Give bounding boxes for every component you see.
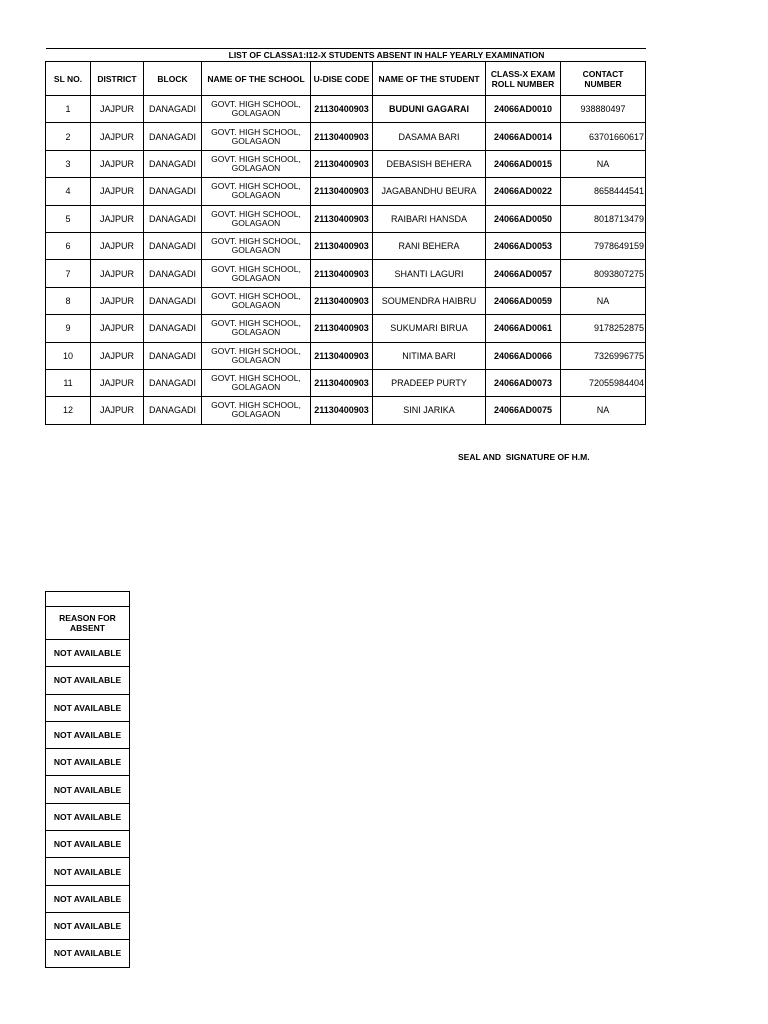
cell-sl-no: 7 <box>46 260 91 287</box>
cell-udise: 21130400903 <box>311 397 373 424</box>
table-row <box>46 342 646 369</box>
cell-district: JAJPUR <box>91 315 144 342</box>
reason-cell: NOT AVAILABLE <box>46 858 130 885</box>
table-row <box>46 397 646 424</box>
school-line1: GOVT. HIGH SCHOOL, <box>211 181 301 192</box>
school-line1: GOVT. HIGH SCHOOL, <box>211 290 301 301</box>
cell-school <box>202 150 311 177</box>
cell-block: DANAGADI <box>144 315 202 342</box>
school-line2: GOLAGAON <box>231 245 281 256</box>
school-line1: GOVT. HIGH SCHOOL, <box>211 153 301 164</box>
cell-block: DANAGADI <box>144 369 202 396</box>
cell-roll-number: 24066AD0066 <box>486 342 561 369</box>
school-line1: GOVT. HIGH SCHOOL, <box>211 236 301 247</box>
cell-contact: 938880497 <box>561 96 646 123</box>
header-roll-number <box>486 62 561 96</box>
reason-row <box>46 667 130 694</box>
reason-row <box>46 776 130 803</box>
school-line1: GOVT. HIGH SCHOOL, <box>211 345 301 356</box>
table-row <box>46 260 646 287</box>
cell-sl-no: 3 <box>46 150 91 177</box>
cell-student: NITIMA BARI <box>373 342 486 369</box>
cell-school <box>202 397 311 424</box>
school-line1: GOVT. HIGH SCHOOL, <box>211 99 301 110</box>
table-title <box>46 49 646 62</box>
table-row <box>46 315 646 342</box>
header-roll-line2: ROLL NUMBER <box>491 78 555 89</box>
table-header-row <box>46 62 646 96</box>
table-row <box>46 287 646 314</box>
reason-cell: NOT AVAILABLE <box>46 721 130 748</box>
header-udise: U-DISE CODE <box>311 62 373 96</box>
reason-cell: NOT AVAILABLE <box>46 912 130 939</box>
table-row <box>46 205 646 232</box>
table-title-text: LIST OF CLASSA1:I12-X STUDENTS ABSENT IN HALF YEARLY EXAMINATION <box>228 50 545 60</box>
header-roll-line1: CLASS-X EXAM <box>490 68 556 79</box>
cell-block: DANAGADI <box>144 287 202 314</box>
cell-contact: 7978649159 <box>561 232 646 259</box>
cell-school <box>202 123 311 150</box>
cell-sl-no: 12 <box>46 397 91 424</box>
school-line2: GOLAGAON <box>231 135 281 146</box>
cell-student: PRADEEP PURTY <box>373 369 486 396</box>
cell-block: DANAGADI <box>144 205 202 232</box>
reason-row <box>46 831 130 858</box>
cell-block: DANAGADI <box>144 178 202 205</box>
reason-blank-cell <box>46 592 130 607</box>
cell-roll-number: 24066AD0053 <box>486 232 561 259</box>
cell-roll-number: 24066AD0059 <box>486 287 561 314</box>
cell-district: JAJPUR <box>91 178 144 205</box>
cell-contact: 72055984404 <box>561 369 646 396</box>
cell-block: DANAGADI <box>144 397 202 424</box>
cell-student: RAIBARI HANSDA <box>373 205 486 232</box>
cell-school <box>202 287 311 314</box>
cell-district: JAJPUR <box>91 260 144 287</box>
cell-block: DANAGADI <box>144 96 202 123</box>
cell-district: JAJPUR <box>91 123 144 150</box>
reason-cell: NOT AVAILABLE <box>46 694 130 721</box>
cell-sl-no: 1 <box>46 96 91 123</box>
cell-roll-number: 24066AD0015 <box>486 150 561 177</box>
reason-body <box>46 640 130 968</box>
reason-cell: NOT AVAILABLE <box>46 667 130 694</box>
reason-cell: NOT AVAILABLE <box>46 803 130 830</box>
reason-row <box>46 694 130 721</box>
absent-students-table <box>45 48 646 425</box>
cell-block: DANAGADI <box>144 342 202 369</box>
cell-student: DASAMA BARI <box>373 123 486 150</box>
header-school: NAME OF THE SCHOOL <box>202 62 311 96</box>
cell-block: DANAGADI <box>144 260 202 287</box>
cell-sl-no: 8 <box>46 287 91 314</box>
cell-roll-number: 24066AD0014 <box>486 123 561 150</box>
school-line1: GOVT. HIGH SCHOOL, <box>211 208 301 219</box>
cell-contact: 8093807275 <box>561 260 646 287</box>
cell-sl-no: 10 <box>46 342 91 369</box>
seal-signature-label: SEAL AND SIGNATURE OF H.M. <box>458 452 590 462</box>
cell-sl-no: 9 <box>46 315 91 342</box>
school-line2: GOLAGAON <box>231 409 281 420</box>
cell-udise: 21130400903 <box>311 287 373 314</box>
cell-school <box>202 342 311 369</box>
reason-row <box>46 721 130 748</box>
cell-block: DANAGADI <box>144 123 202 150</box>
cell-contact: 9178252875 <box>561 315 646 342</box>
cell-district: JAJPUR <box>91 287 144 314</box>
cell-udise: 21130400903 <box>311 232 373 259</box>
cell-block: DANAGADI <box>144 150 202 177</box>
header-sl-no: SL NO. <box>46 62 91 96</box>
table-title-row <box>46 49 646 62</box>
table-row <box>46 178 646 205</box>
school-line2: GOLAGAON <box>231 190 281 201</box>
header-student: NAME OF THE STUDENT <box>373 62 486 96</box>
cell-contact: 7326996775 <box>561 342 646 369</box>
cell-roll-number: 24066AD0050 <box>486 205 561 232</box>
cell-contact: 8658444541 <box>561 178 646 205</box>
cell-sl-no: 2 <box>46 123 91 150</box>
header-district: DISTRICT <box>91 62 144 96</box>
reason-cell: NOT AVAILABLE <box>46 640 130 667</box>
cell-school <box>202 96 311 123</box>
cell-sl-no: 4 <box>46 178 91 205</box>
cell-district: JAJPUR <box>91 232 144 259</box>
school-line1: GOVT. HIGH SCHOOL, <box>211 126 301 137</box>
school-line1: GOVT. HIGH SCHOOL, <box>211 318 301 329</box>
cell-contact: 63701660617 <box>561 123 646 150</box>
cell-district: JAJPUR <box>91 342 144 369</box>
cell-school <box>202 232 311 259</box>
table-body <box>46 96 646 425</box>
cell-district: JAJPUR <box>91 150 144 177</box>
cell-roll-number: 24066AD0022 <box>486 178 561 205</box>
cell-udise: 21130400903 <box>311 369 373 396</box>
reason-header-line2: ABSENT <box>70 623 105 633</box>
reason-row <box>46 858 130 885</box>
reason-row <box>46 749 130 776</box>
cell-student: DEBASISH BEHERA <box>373 150 486 177</box>
school-line2: GOLAGAON <box>231 108 281 119</box>
cell-udise: 21130400903 <box>311 205 373 232</box>
cell-roll-number: 24066AD0010 <box>486 96 561 123</box>
reason-row <box>46 885 130 912</box>
table-row <box>46 123 646 150</box>
school-line1: GOVT. HIGH SCHOOL, <box>211 400 301 411</box>
reason-table <box>45 591 130 968</box>
reason-cell: NOT AVAILABLE <box>46 940 130 967</box>
cell-block: DANAGADI <box>144 232 202 259</box>
reason-header <box>46 607 130 640</box>
cell-contact: 8018713479 <box>561 205 646 232</box>
reason-row <box>46 803 130 830</box>
table-row <box>46 150 646 177</box>
reason-row <box>46 940 130 967</box>
school-line1: GOVT. HIGH SCHOOL, <box>211 263 301 274</box>
cell-udise: 21130400903 <box>311 123 373 150</box>
reason-cell: NOT AVAILABLE <box>46 885 130 912</box>
cell-udise: 21130400903 <box>311 260 373 287</box>
cell-student: BUDUNI GAGARAI <box>373 96 486 123</box>
cell-student: SUKUMARI BIRUA <box>373 315 486 342</box>
cell-district: JAJPUR <box>91 397 144 424</box>
cell-district: JAJPUR <box>91 205 144 232</box>
reason-header-row <box>46 607 130 640</box>
reason-row <box>46 640 130 667</box>
cell-udise: 21130400903 <box>311 178 373 205</box>
reason-cell: NOT AVAILABLE <box>46 776 130 803</box>
reason-header-line1: REASON FOR <box>59 613 116 623</box>
cell-school <box>202 260 311 287</box>
school-line2: GOLAGAON <box>231 162 281 173</box>
table-row <box>46 232 646 259</box>
cell-school <box>202 205 311 232</box>
school-line1: GOVT. HIGH SCHOOL, <box>211 373 301 384</box>
cell-student: SOUMENDRA HAIBRU <box>373 287 486 314</box>
school-line2: GOLAGAON <box>231 382 281 393</box>
cell-district: JAJPUR <box>91 96 144 123</box>
cell-contact: NA <box>561 397 646 424</box>
header-contact: CONTACT NUMBER <box>561 62 646 96</box>
cell-roll-number: 24066AD0061 <box>486 315 561 342</box>
cell-roll-number: 24066AD0057 <box>486 260 561 287</box>
cell-student: SHANTI LAGURI <box>373 260 486 287</box>
cell-contact: NA <box>561 150 646 177</box>
cell-student: SINI JARIKA <box>373 397 486 424</box>
reason-cell: NOT AVAILABLE <box>46 749 130 776</box>
school-line2: GOLAGAON <box>231 272 281 283</box>
cell-roll-number: 24066AD0075 <box>486 397 561 424</box>
reason-row <box>46 912 130 939</box>
cell-udise: 21130400903 <box>311 315 373 342</box>
cell-sl-no: 5 <box>46 205 91 232</box>
cell-student: JAGABANDHU BEURA <box>373 178 486 205</box>
cell-roll-number: 24066AD0073 <box>486 369 561 396</box>
cell-udise: 21130400903 <box>311 96 373 123</box>
cell-sl-no: 6 <box>46 232 91 259</box>
cell-contact: NA <box>561 287 646 314</box>
table-row <box>46 96 646 123</box>
school-line2: GOLAGAON <box>231 217 281 228</box>
cell-district: JAJPUR <box>91 369 144 396</box>
header-block: BLOCK <box>144 62 202 96</box>
cell-udise: 21130400903 <box>311 150 373 177</box>
cell-student: RANI BEHERA <box>373 232 486 259</box>
school-line2: GOLAGAON <box>231 327 281 338</box>
cell-school <box>202 369 311 396</box>
cell-sl-no: 11 <box>46 369 91 396</box>
cell-school <box>202 315 311 342</box>
school-line2: GOLAGAON <box>231 299 281 310</box>
school-line2: GOLAGAON <box>231 354 281 365</box>
cell-udise: 21130400903 <box>311 342 373 369</box>
reason-cell: NOT AVAILABLE <box>46 831 130 858</box>
reason-blank-row <box>46 592 130 607</box>
cell-school <box>202 178 311 205</box>
table-row <box>46 369 646 396</box>
